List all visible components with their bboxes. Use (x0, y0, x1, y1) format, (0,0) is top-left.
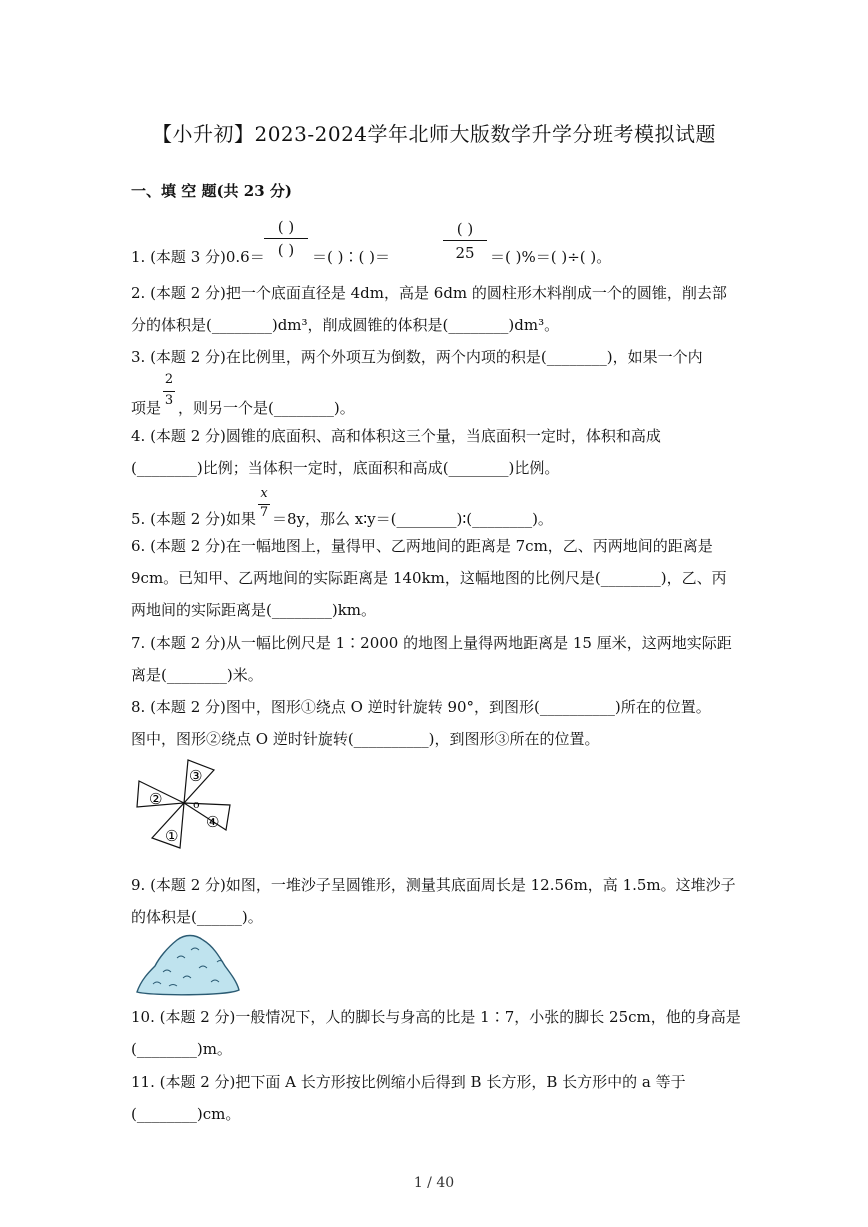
section-heading: 一、填 空 题(共 23 分) (131, 182, 292, 200)
fig-label-1: ① (165, 827, 179, 845)
q3-fraction-denominator: 3 (164, 393, 174, 408)
q11-line1: 11. (本题 2 分)把下面 A 长方形按比例缩小后得到 B 长方形，B 长方形中的 a 等于 (131, 1073, 686, 1091)
center-label: o (193, 798, 200, 811)
q5-fraction-numerator: x (260, 486, 268, 501)
q11-line2: (________)cm。 (131, 1105, 241, 1123)
q6-line3: 两地间的实际距离是(________)km。 (131, 601, 377, 619)
q7-line2: 离是(________)米。 (131, 666, 263, 684)
q2-line1: 2. (本题 2 分)把一个底面直径是 4dm，高是 6dm 的圆柱形木料削成一个的圆锥，削去部 (131, 284, 727, 302)
q1-fraction1-numerator: ( ) (277, 218, 295, 236)
q1-fraction2-numerator: ( ) (456, 220, 474, 238)
q2-line2: 分的体积是(________)dm³，削成圆锥的体积是(________)dm³。 (131, 316, 560, 334)
fig-label-3: ③ (189, 767, 203, 785)
q6-line1: 6. (本题 2 分)在一幅地图上，量得甲、乙两地间的距离是 7cm，乙、丙两地间的距离是 (131, 537, 713, 555)
q1-fraction1-denominator: ( ) (277, 241, 295, 259)
q4-line2: (________)比例；当体积一定时，底面积和高成(________)比例。 (131, 459, 560, 477)
page-number: 1 / 40 (413, 1175, 455, 1191)
q5-fraction-denominator: 7 (259, 505, 269, 520)
q5-text-a: 5. (本题 2 分)如果 (131, 510, 256, 528)
q3-fraction-numerator: 2 (164, 372, 174, 387)
q10-line2: (________)m。 (131, 1040, 232, 1058)
sand-pile-shape (137, 936, 239, 995)
fig-label-4: ④ (206, 813, 220, 831)
q3-line2-b: ，则另一个是(________)。 (178, 399, 355, 417)
q10-line1: 10. (本题 2 分)一般情况下，人的脚长与身高的比是 1∶7，小张的脚长 25cm，他的身高是 (131, 1008, 741, 1026)
q1-fraction1-bar (264, 238, 308, 239)
q3-line1: 3. (本题 2 分)在比例里，两个外项互为倒数，两个内项的积是(________)，如果一个内 (131, 348, 703, 366)
sand-pile-image (133, 928, 243, 998)
q1-text: 1. (本题 3 分)0.6＝ (131, 248, 265, 266)
q4-line1: 4. (本题 2 分)圆锥的底面积、高和体积这三个量，当底面积一定时，体积和高成 (131, 427, 661, 445)
q7-line1: 7. (本题 2 分)从一幅比例尺是 1∶2000 的地图上量得两地距离是 15 厘米，这两地实际距 (131, 634, 732, 652)
q8-line1: 8. (本题 2 分)图中，图形①绕点 O 逆时针旋转 90°，到图形(__________)所在的位置。 (131, 698, 711, 716)
q1-mid: ＝( )∶( )＝ (312, 248, 390, 266)
document-title: 【小升初】2023-2024学年北师大版数学升学分班考模拟试题 (151, 122, 717, 146)
q9-line1: 9. (本题 2 分)如图，一堆沙子呈圆锥形，测量其底面周长是 12.56m，高 1.5m。这堆沙子 (131, 876, 736, 894)
q3-fraction-bar (163, 391, 175, 392)
fig-label-2: ② (149, 790, 163, 808)
q1-fraction2-denominator: 25 (455, 244, 475, 262)
q1-fraction2-bar (443, 240, 487, 241)
q5-text-b: ＝8y，那么 x∶y＝(________)∶(________)。 (272, 510, 553, 528)
q9-line2: 的体积是(______)。 (131, 908, 263, 926)
q6-line2: 9cm。已知甲、乙两地间的实际距离是 140km，这幅地图的比例尺是(________)，乙、丙 (131, 569, 727, 587)
q3-line2-a: 项是 (131, 399, 162, 417)
q1-tail: ＝( )%＝( )÷( )。 (490, 248, 612, 266)
q8-line2: 图中，图形②绕点 O 逆时针旋转(__________)，到图形③所在的位置。 (131, 730, 600, 748)
rotation-figure (132, 756, 242, 856)
